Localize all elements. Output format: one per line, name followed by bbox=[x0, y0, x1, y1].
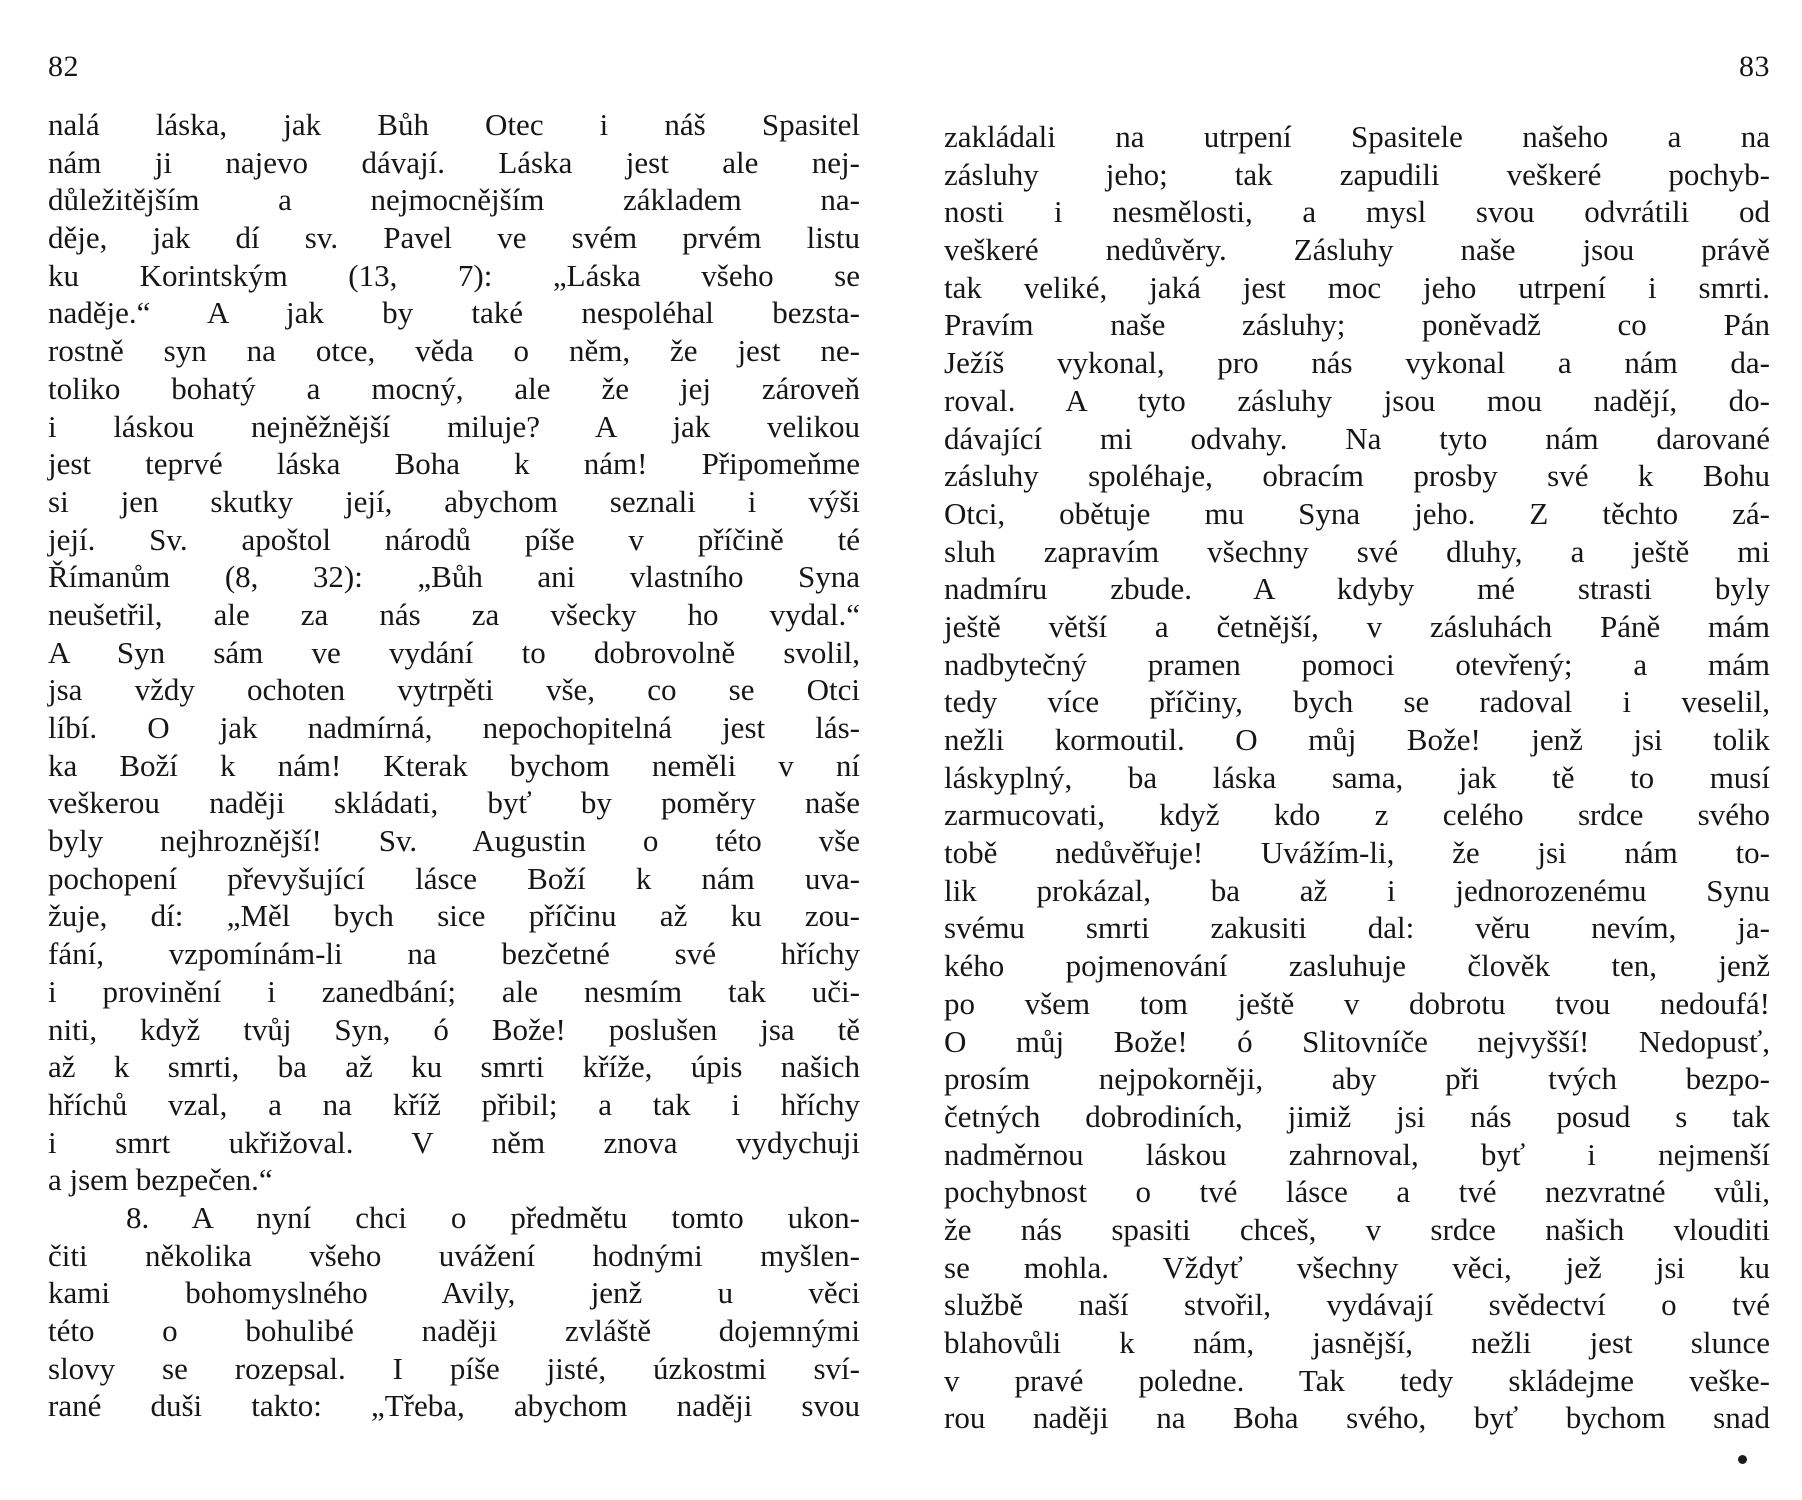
text-line: se mohla. Vždyť všechny věci, jež jsi ku bbox=[944, 1249, 1770, 1285]
text-line: nadmíru zbude. A kdyby mé strasti byly bbox=[944, 571, 1770, 607]
left-page-text bbox=[48, 106, 860, 1425]
text-line: děje, jak dí sv. Pavel ve svém prvém listu bbox=[48, 220, 860, 256]
text-line: četných dobrodiních, jimiž jsi nás posud s tak bbox=[944, 1098, 1770, 1134]
text-line: Otci, obětuje mu Syna jeho. Z těchto zá- bbox=[944, 495, 1770, 531]
text-line: lik prokázal, ba až i jednorozenému Synu bbox=[944, 872, 1770, 908]
text-line: ka Boží k nám! Kterak bychom neměli v ní bbox=[48, 747, 860, 783]
text-line: pochopení převyšující lásce Boží k nám uva- bbox=[48, 860, 860, 896]
right-page bbox=[944, 0, 1770, 1500]
text-line: a jsem bezpečen.“ bbox=[48, 1162, 273, 1198]
text-line: nežli kormoutil. O můj Bože! jenž jsi tolik bbox=[944, 722, 1770, 757]
text-line: kého pojmenování zasluhuje člověk ten, jenž bbox=[944, 948, 1770, 984]
text-line: čiti několika všeho uvážení hodnými myšlen- bbox=[48, 1237, 860, 1273]
text-line: Ježíš vykonal, pro nás vykonal a nám da- bbox=[944, 345, 1770, 381]
text-line: rou naději na Boha svého, byť bychom snad bbox=[944, 1400, 1770, 1436]
text-line: zásluhy jeho; tak zapudili veškeré pochyb- bbox=[944, 156, 1770, 192]
text-line: i láskou nejněžnější miluje? A jak velikou bbox=[48, 408, 860, 444]
text-line: že nás spasiti chceš, v srdce našich vlouditi bbox=[944, 1211, 1770, 1247]
text-line: nám ji najevo dávají. Láska jest ale nej- bbox=[48, 144, 860, 180]
text-line: niti, když tvůj Syn, ó Bože! poslušen jsa tě bbox=[48, 1011, 860, 1047]
text-line: zakládali na utrpení Spasitele našeho a na bbox=[944, 119, 1770, 154]
text-line: A Syn sám ve vydání to dobrovolně svolil, bbox=[48, 634, 860, 670]
text-line: ku Korintským (13, 7): „Láska všeho se bbox=[48, 257, 860, 293]
text-line: rané duši takto: „Třeba, abychom naději svou bbox=[48, 1388, 860, 1424]
text-line: veškeré nedůvěry. Zásluhy naše jsou právě bbox=[944, 232, 1770, 268]
text-line: líbí. O jak nadmírná, nepochopitelná jest lás- bbox=[48, 710, 860, 745]
text-line: slovy se rozepsal. I píše jisté, úzkostmi sví- bbox=[48, 1350, 860, 1386]
text-line: zarmucovati, když kdo z celého srdce svého bbox=[944, 797, 1770, 833]
text-line: blahovůli k nám, jasnější, nežli jest slunce bbox=[944, 1325, 1770, 1360]
text-line: jsa vždy ochoten vytrpěti vše, co se Otci bbox=[48, 672, 860, 708]
text-line: hříchů vzal, a na kříž přibil; a tak i hříchy bbox=[48, 1086, 860, 1122]
text-line: nadměrnou láskou zahrnoval, byť i nejmenší bbox=[944, 1136, 1770, 1172]
text-line: dávající mi odvahy. Na tyto nám darované bbox=[944, 420, 1770, 456]
text-line: této o bohulibé naději zvláště dojemnými bbox=[48, 1313, 860, 1348]
text-line: O můj Bože! ó Slitovníče nejvyšší! Nedopusť, bbox=[944, 1023, 1770, 1059]
text-line: tedy více příčiny, bych se radoval i veselil, bbox=[944, 684, 1770, 720]
text-line: svému smrti zakusiti dal: věru nevím, ja- bbox=[944, 910, 1770, 946]
text-line: službě naší stvořil, vydávají svědectví o tvé bbox=[944, 1287, 1770, 1323]
text-line: fání, vzpomínám-li na bezčetné své hříchy bbox=[48, 936, 860, 972]
paragraph-start-line: 8. A nyní chci o předmětu tomto ukon- bbox=[126, 1199, 860, 1235]
text-line: v pravé poledne. Tak tedy skládejme veške- bbox=[944, 1362, 1770, 1398]
right-page-number: 83 bbox=[1739, 50, 1770, 83]
text-line: i provinění i zanedbání; ale nesmím tak uči- bbox=[48, 973, 860, 1009]
ink-dot-mark bbox=[1738, 1455, 1747, 1464]
text-line: neušetřil, ale za nás za všecky ho vydal.“ bbox=[48, 596, 860, 632]
text-line: rostně syn na otce, věda o něm, že jest ne- bbox=[48, 333, 860, 369]
text-line: nalá láska, jak Bůh Otec i náš Spasitel bbox=[48, 107, 860, 142]
text-line: byly nejhroznější! Sv. Augustin o této vše bbox=[48, 823, 860, 859]
text-line: důležitějším a nejmocnějším základem na- bbox=[48, 182, 860, 218]
text-line: láskyplný, ba láska sama, jak tě to musí bbox=[944, 759, 1770, 795]
text-line: roval. A tyto zásluhy jsou mou nadějí, do- bbox=[944, 382, 1770, 418]
text-line: Římanům (8, 32): „Bůh ani vlastního Syna bbox=[48, 559, 860, 595]
text-line: naděje.“ A jak by také nespoléhal bezsta- bbox=[48, 295, 860, 331]
text-line: veškerou naději skládati, byť by poměry naše bbox=[48, 785, 860, 821]
text-line: si jen skutky její, abychom seznali i výši bbox=[48, 483, 860, 519]
text-line: žuje, dí: „Měl bych sice příčinu až ku zou- bbox=[48, 898, 860, 934]
text-line: nadbytečný pramen pomoci otevřený; a mám bbox=[944, 646, 1770, 682]
text-line: tak veliké, jaká jest moc jeho utrpení i smrti. bbox=[944, 269, 1770, 305]
text-line: Pravím naše zásluhy; poněvadž co Pán bbox=[944, 307, 1770, 343]
text-line: zásluhy spoléhaje, obracím prosby své k Bohu bbox=[944, 458, 1770, 494]
text-line: až k smrti, ba až ku smrti kříže, úpis našich bbox=[48, 1049, 860, 1085]
right-page-text bbox=[944, 118, 1770, 1437]
text-line: po všem tom ještě v dobrotu tvou nedoufá! bbox=[944, 985, 1770, 1021]
text-line: její. Sv. apoštol národů píše v příčině té bbox=[48, 521, 860, 557]
text-line: toliko bohatý a mocný, ale že jej zároveň bbox=[48, 370, 860, 406]
left-page-number: 82 bbox=[48, 50, 79, 83]
text-line: kami bohomyslného Avily, jenž u věci bbox=[48, 1275, 860, 1311]
text-line: i smrt ukřižoval. V něm znova vydychuji bbox=[48, 1124, 860, 1160]
left-page bbox=[48, 0, 860, 1500]
text-line: nosti i nesmělosti, a mysl svou odvrátili od bbox=[944, 194, 1770, 230]
text-line: tobě nedůvěřuje! Uvážím-li, že jsi nám to- bbox=[944, 835, 1770, 871]
text-line: sluh zapravím všechny své dluhy, a ještě mi bbox=[944, 533, 1770, 569]
text-line: jest teprvé láska Boha k nám! Připomeňme bbox=[48, 446, 860, 482]
text-line: pochybnost o tvé lásce a tvé nezvratné vůli, bbox=[944, 1174, 1770, 1210]
text-line: prosím nejpokorněji, aby při tvých bezpo- bbox=[944, 1061, 1770, 1097]
text-line: ještě větší a četnější, v zásluhách Páně mám bbox=[944, 608, 1770, 644]
